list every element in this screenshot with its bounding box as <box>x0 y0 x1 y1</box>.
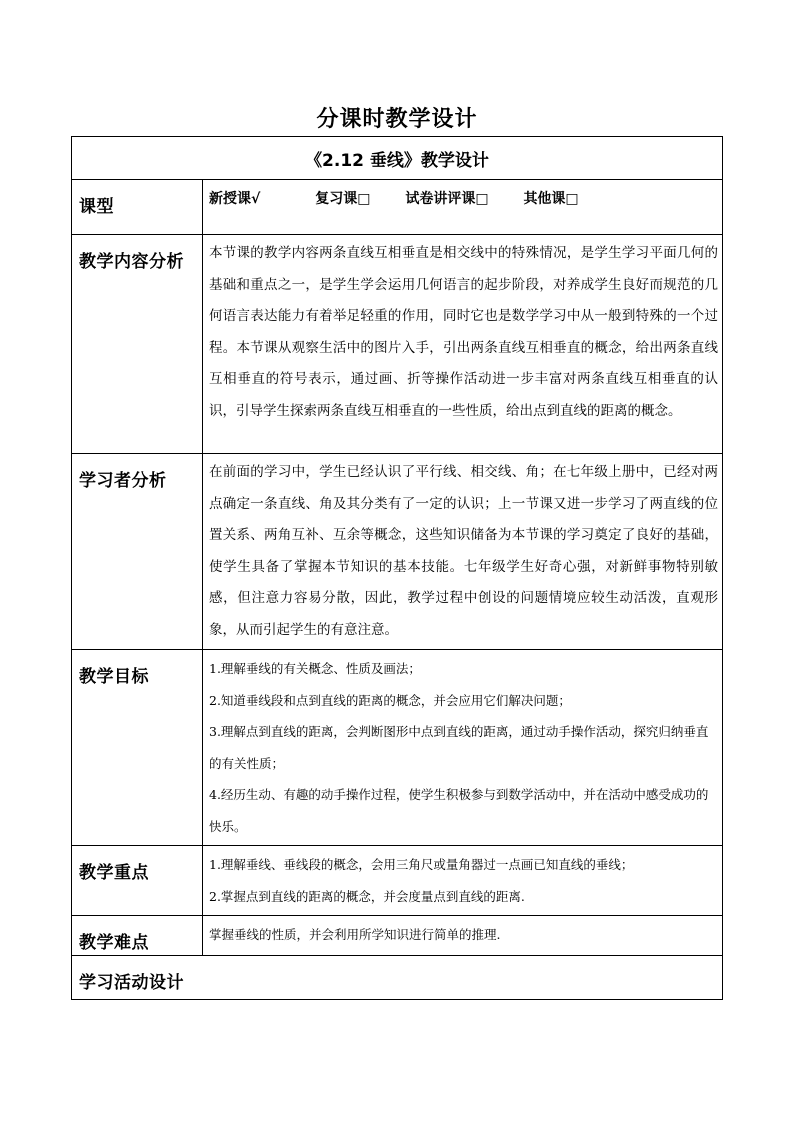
lesson-type-label: 课型 <box>72 180 203 235</box>
activity-design-label: 学习活动设计 <box>72 956 723 1000</box>
teaching-goal-item: 3.理解点到直线的距离，会判断图形中点到直线的距离，通过动手操作活动，探究归纳垂直的有关性质； <box>209 724 709 771</box>
learner-analysis-label: 学习者分析 <box>72 454 203 650</box>
key-point-item: 2.掌握点到直线的距离的概念，并会度量点到直线的距离. <box>209 888 525 904</box>
document-title: 分课时教学设计 <box>316 107 478 132</box>
learner-analysis-text: 在前面的学习中，学生已经认识了平行线、相交线、角；在七年级上册中，已经对两点确定一条直线、角及其分类有了一定的认识；上一节课又进一步学习了两直线的位置关系、两角互补、互余等概念，这些知识储备为本节课的学习奠定了良好的基础，使学生具备了掌握本节知识的基本技能。七年级学生好奇心强，对新鲜事物特别敏感，但注意力容易分散，因此，教学过程中创设的问题情境应较生动活泼，直观形象，从而引起学生的有意注意。 <box>203 454 723 650</box>
key-points-list <box>203 846 723 916</box>
teaching-goal-item: 1.理解垂线的有关概念、性质及画法； <box>209 661 421 676</box>
difficulties-text: 掌握垂线的性质，并会利用所学知识进行简单的推理. <box>203 916 723 956</box>
key-point-item: 1.理解垂线、垂线段的概念，会用三角尺或量角器过一点画已知直线的垂线； <box>209 857 634 872</box>
teaching-goals-label: 教学目标 <box>72 650 203 846</box>
content-analysis-label: 教学内容分析 <box>72 235 203 454</box>
lesson-title: 《2.12 垂线》教学设计 <box>72 137 723 180</box>
teaching-goal-item: 4.经历生动、有趣的动手操作过程，使学生积极参与到数学活动中，并在活动中感受成功的快乐。 <box>209 787 709 834</box>
lesson-type-exam-review: 试卷讲评课□ <box>405 191 489 207</box>
teaching-goals-list <box>203 650 723 846</box>
lesson-type-options <box>203 180 723 235</box>
teaching-goal-item: 2.知道垂线段和点到直线的距离的概念，并会应用它们解决问题； <box>209 692 571 708</box>
lesson-plan-table <box>71 136 723 1000</box>
lesson-type-other: 其他课□ <box>523 191 579 207</box>
difficulties-label: 教学难点 <box>72 916 203 956</box>
lesson-type-review: 复习课□ <box>315 191 371 207</box>
lesson-type-new: 新授课√ <box>209 191 261 207</box>
key-points-label: 教学重点 <box>72 846 203 916</box>
content-analysis-text: 本节课的教学内容两条直线互相垂直是相交线中的特殊情况，是学生学习平面几何的基础和重点之一，是学生学会运用几何语言的起步阶段，对养成学生良好而规范的几何语言表达能力有着举足轻重的作用，同时它也是数学学习中从一般到特殊的一个过程。本节课从观察生活中的图片入手，引出两条直线互相垂直的概念，给出两条直线互相垂直的符号表示，通过画、折等操作活动进一步丰富对两条直线互相垂直的认识，引导学生探索两条直线互相垂直的一些性质，给出点到直线的距离的概念。 <box>203 235 723 454</box>
